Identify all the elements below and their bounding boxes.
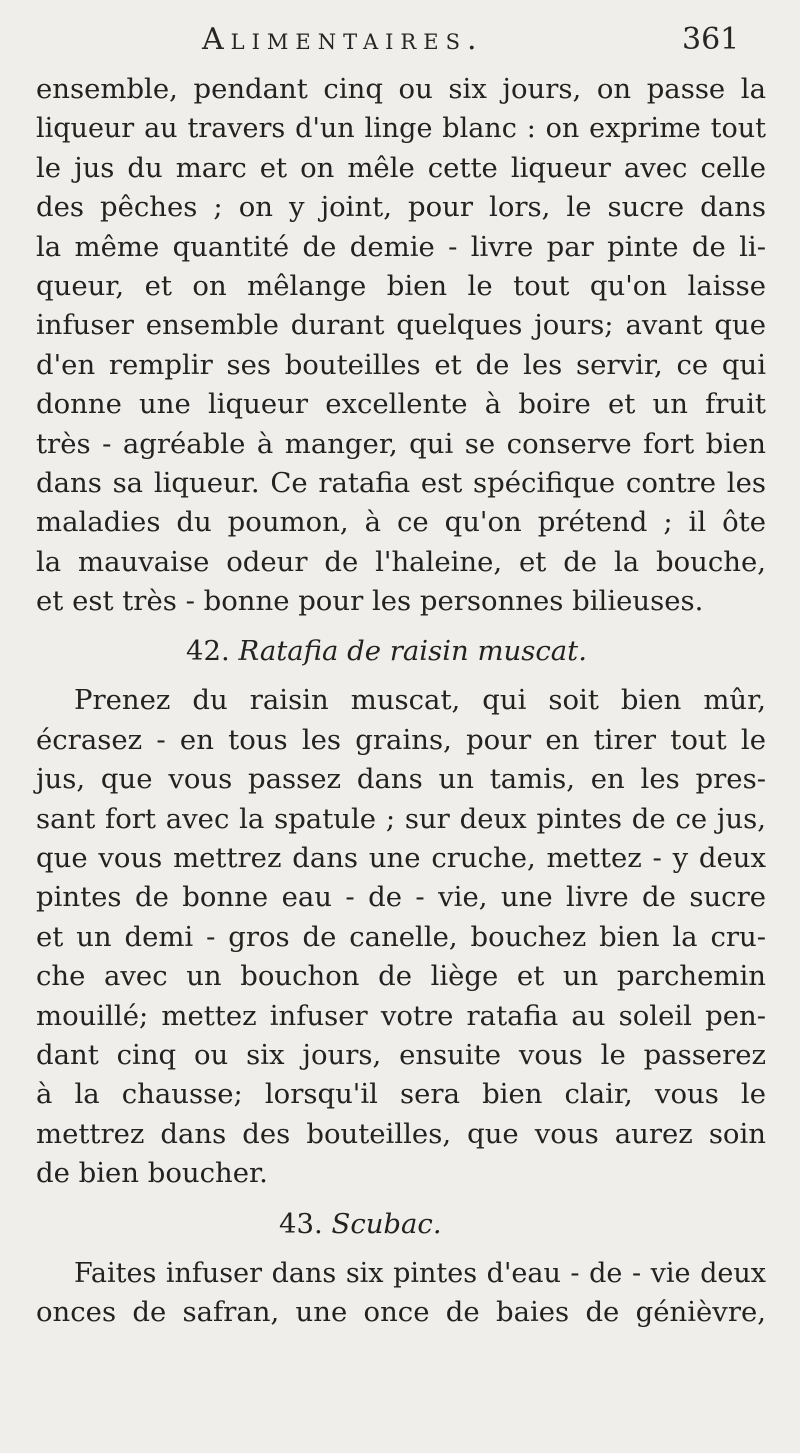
text-line: Faites infuser dans six pintes d'eau - de - vie deux xyxy=(74,1257,766,1289)
running-head xyxy=(0,22,800,66)
text-line: che avec un bouchon de liège et un parchemin xyxy=(36,960,766,993)
text-line: queur, et on mêlange bien le tout qu'on laisse xyxy=(36,269,766,302)
section-heading xyxy=(36,1194,766,1254)
continued-paragraph xyxy=(36,70,766,621)
text-line: et un demi - gros de canelle, bouchez bien la cru- xyxy=(36,920,766,953)
text-line: le jus du marc et on mêle cette liqueur avec celle xyxy=(36,151,766,184)
text-line: mettrez dans des bouteilles, que vous aurez soin xyxy=(36,1117,766,1150)
text-line: d'en remplir ses bouteilles et de les servir, ce qui xyxy=(36,348,766,381)
section-number: 43. xyxy=(279,1207,323,1240)
text-line: liqueur au travers d'un linge blanc : on exprime tout xyxy=(36,113,766,145)
text-line: onces de safran, une once de baies de génièvre, xyxy=(36,1295,766,1328)
section-42 xyxy=(36,621,766,1193)
text-line: et est très - bonne pour les personnes bilieuses. xyxy=(36,585,704,618)
section-43 xyxy=(36,1194,766,1333)
text-line: mouillé; mettez infuser votre ratafia au soleil pen- xyxy=(36,999,766,1032)
section-title: Scubac. xyxy=(331,1207,442,1240)
text-line: des pêches ; on y joint, pour lors, le sucre dans xyxy=(36,191,766,224)
page-number: 361 xyxy=(682,22,740,57)
text-line: que vous mettrez dans une cruche, mettez - y deux xyxy=(36,842,766,875)
text-line: très - agréable à manger, qui se conserve fort bien xyxy=(36,427,766,460)
text-line: Prenez du raisin muscat, qui soit bien mûr, xyxy=(74,684,766,717)
section-title: Ratafia de raisin muscat. xyxy=(238,635,587,668)
text-line: infuser ensemble durant quelques jours; avant que xyxy=(36,309,766,342)
text-line: ensemble, pendant cinq ou six jours, on passe la xyxy=(36,73,766,105)
text-line: jus, que vous passez dans un tamis, en les pres- xyxy=(36,763,766,796)
text-line: la mauvaise odeur de l'haleine, et de la bouche, xyxy=(36,545,766,578)
text-line: à la chausse; lorsqu'il sera bien clair, vous le xyxy=(36,1078,766,1111)
section-heading xyxy=(36,621,766,681)
text-line: sant fort avec la spatule ; sur deux pintes de ce jus, xyxy=(36,802,766,835)
running-title: Alimentaires. xyxy=(202,22,484,57)
text-line: la même quantité de demie - livre par pinte de li- xyxy=(36,230,766,263)
text-block xyxy=(36,70,766,1332)
text-line: écrasez - en tous les grains, pour en tirer tout le xyxy=(36,723,766,756)
text-line: maladies du poumon, à ce qu'on prétend ; il ôte xyxy=(36,506,766,539)
text-line: pintes de bonne eau - de - vie, une livre de sucre xyxy=(36,881,766,914)
text-line: donne une liqueur excellente à boire et un fruit xyxy=(36,388,766,421)
section-number: 42. xyxy=(186,635,230,668)
text-line: dant cinq ou six jours, ensuite vous le passerez xyxy=(36,1038,766,1071)
text-line: de bien boucher. xyxy=(36,1157,268,1190)
text-line: dans sa liqueur. Ce ratafia est spécifique contre les xyxy=(36,466,766,499)
